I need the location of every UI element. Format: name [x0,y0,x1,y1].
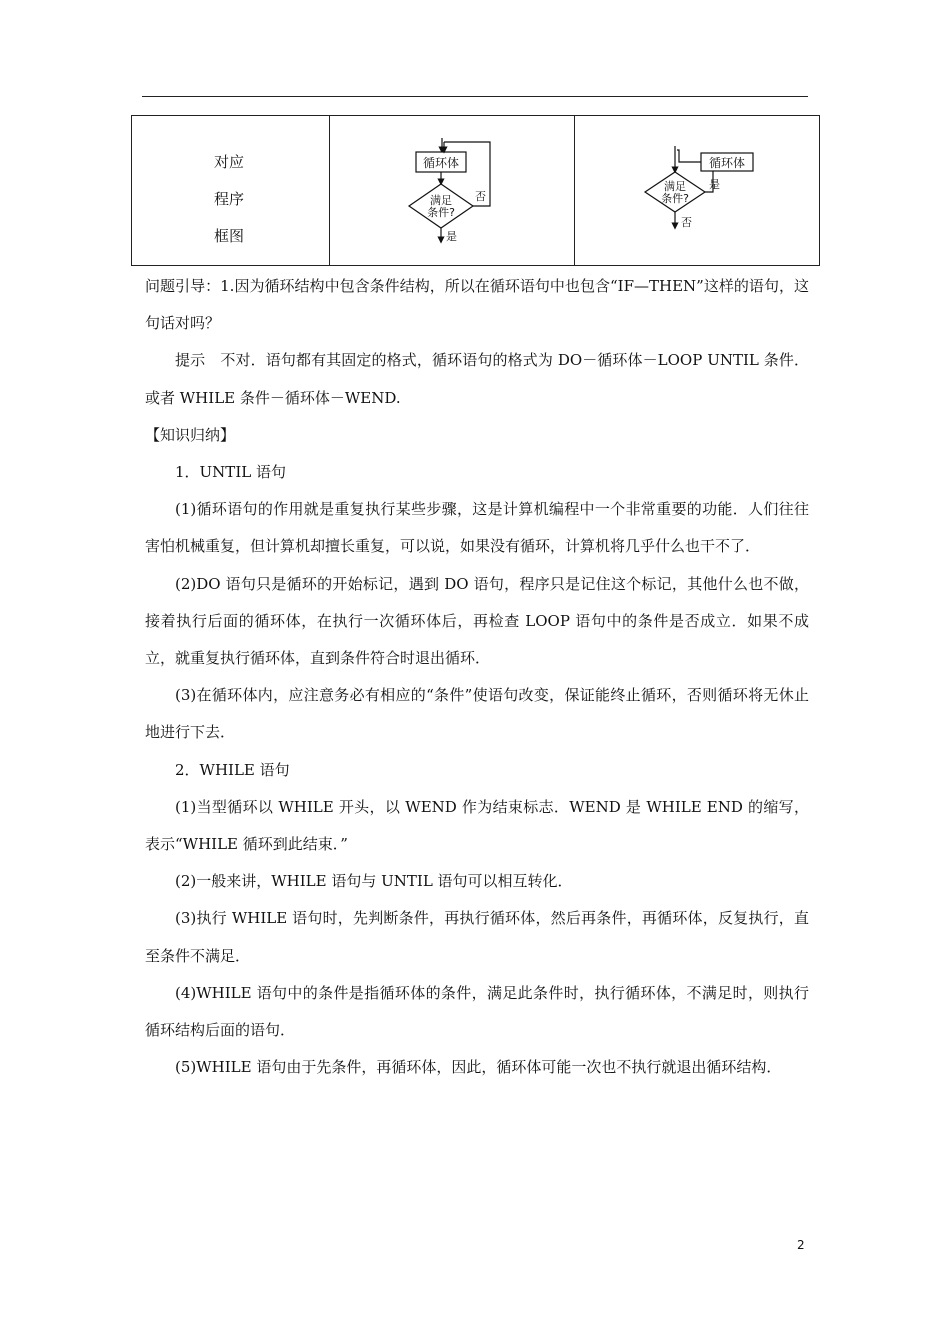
hint-paragraph: 提示 不对．语句都有其固定的格式，循环语句的格式为 DO－循环体－LOOP UNTIL 条件．或者 WHILE 条件－循环体－WEND. [145,351,809,407]
row-label [214,144,244,255]
until-heading: 1．UNTIL 语句 [175,463,286,482]
until-yes-label: 是 [446,230,457,243]
until-point-2: (2)DO 语句只是循环的开始标记，遇到 DO 语句，程序只是记住这个标记，其他什么也不做，接着执行后面的循环体，在执行一次循环体后，再检查 LOOP 语句中的条件是否成立．如果不成立，就重复执行循环体，直到条件符合时退出循环． [145,574,809,668]
until-point-1: (1)循环语句的作用就是重复执行某些步骤，这是计算机编程中一个非常重要的功能．人们往往害怕机械重复，但计算机却擅长重复，可以说，如果没有循环，计算机将几乎什么也干不了． [145,500,809,556]
row-label-line-3: 框图 [214,227,245,245]
until-flowchart-cell [330,116,575,265]
while-point-5: (5)WHILE 语句由于先条件，再循环体，因此，循环体可能一次也不执行就退出循环结构． [175,1058,782,1077]
while-condition-line-2: 条件? [661,192,689,205]
until-condition-line-1: 满足 [430,194,452,207]
knowledge-summary-heading: 【知识归纳】 [145,425,236,444]
while-condition-line-1: 满足 [664,180,686,193]
question-paragraph: 问题引导：1.因为循环结构中包含条件结构，所以在循环语句中也包含“IF—THEN”这样的语句，这句话对吗？ [145,277,809,333]
document-body [145,268,809,1086]
while-heading: 2．WHILE 语句 [175,760,290,779]
until-loop-body-text: 循环体 [422,156,460,170]
while-point-4: (4)WHILE 语句中的条件是指循环体的条件，满足此条件时，执行循环体，不满足时，则执行循环结构后面的语句． [145,983,809,1040]
until-condition-line-2: 条件? [427,206,455,219]
page-number: 2 [797,1238,805,1252]
while-point-2: (2)一般来讲，WHILE 语句与 UNTIL 语句可以相互转化． [175,872,573,891]
while-yes-label: 是 [709,178,720,191]
row-label-cell [132,116,330,265]
while-flowchart [639,144,759,244]
while-no-label: 否 [681,216,692,229]
while-point-1: (1)当型循环以 WHILE 开头，以 WEND 作为结束标志．WEND 是 WHILE END 的缩写，表示“WHILE 循环到此结束．” [145,797,809,854]
until-flowchart [400,136,510,248]
while-loop-body-text: 循环体 [708,156,746,170]
while-flowchart-cell [575,116,819,265]
row-label-line-1: 对应 [214,153,245,171]
header-rule [142,96,808,97]
row-label-line-2: 程序 [214,190,245,208]
until-no-label: 否 [475,190,486,203]
until-point-3: (3)在循环体内，应注意务必有相应的“条件”使语句改变，保证能终止循环，否则循环将无休止地进行下去． [145,686,809,742]
flowchart-table [131,115,820,266]
while-point-3: (3)执行 WHILE 语句时，先判断条件，再执行循环体，然后再条件，再循环体，反复执行，直至条件不满足． [145,909,809,965]
